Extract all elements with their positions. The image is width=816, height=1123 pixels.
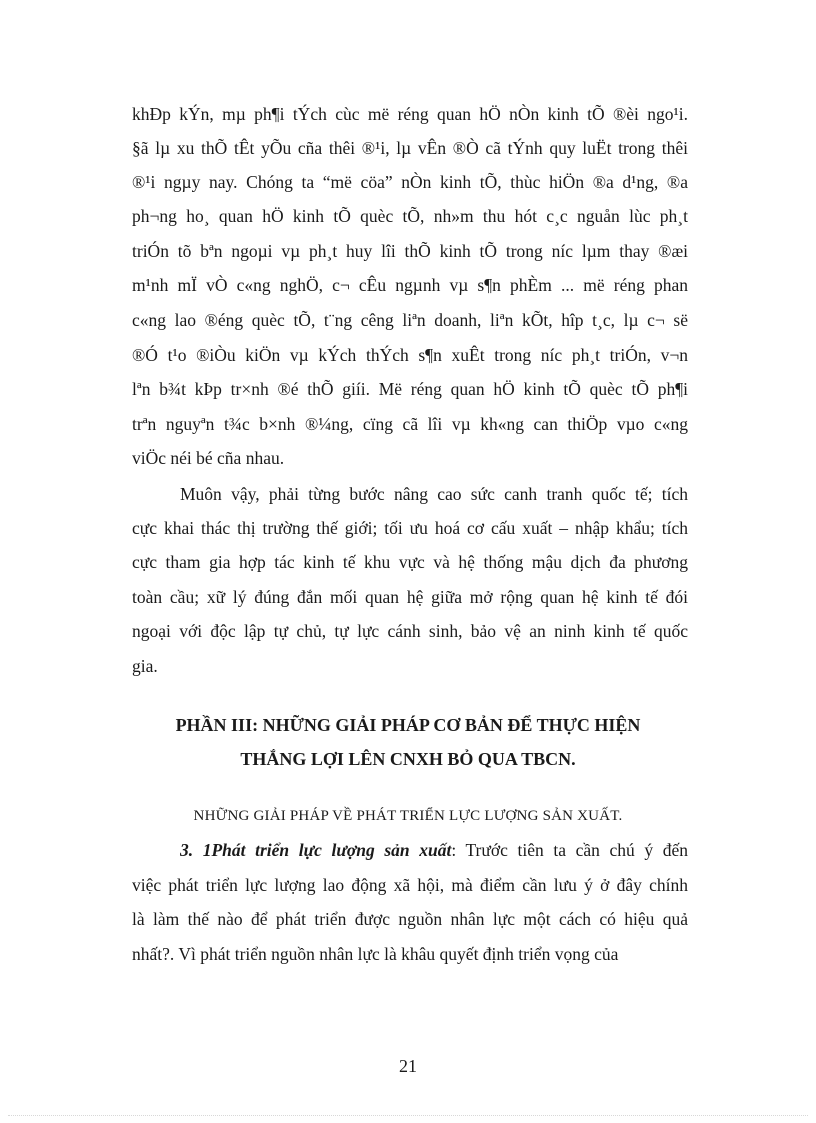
page-number: 21 — [399, 1056, 417, 1076]
paragraph-1-line-8: ®Ó t¹o ®iÒu kiÖn vµ kÝch thÝch s¶n xuÊt trong níc ph¸t triÓn, v¬n — [132, 345, 688, 365]
paragraph-3-line-1 — [180, 838, 688, 862]
paragraph-1-line-10: trªn nguyªn t¾c b×nh ®¼ng, cïng cã lîi vµ kh«ng can thiÖp vµo c«ng — [132, 414, 688, 434]
paragraph-1-line-3: ®¹i ngµy nay. Chóng ta “më cöa” nÒn kinh tÕ, thùc hiÖn ®a d¹ng, ®a — [132, 172, 688, 192]
paragraph-2-line-5: ngoại với độc lập tự chủ, tự lực cánh sinh, bảo vệ an ninh kinh tế quốc — [132, 621, 688, 641]
paragraph-1-line-6: m¹nh mÏ vÒ c«ng nghÖ, c¬ cÊu ngµnh vµ s¶n phÈm ... më réng phan — [132, 275, 688, 295]
paragraph-2-line-6: gia. — [132, 656, 158, 676]
paragraph-1-line-11: viÖc néi bé cña nhau. — [132, 448, 285, 468]
paragraph-3-line-3: là làm thế nào để phát triển được nguồn nhân lực một cách có hiệu quả — [132, 909, 688, 929]
part-heading-line-1: PHẦN III: NHỮNG GIẢI PHÁP CƠ BẢN ĐỂ THỰC HIỆN — [175, 715, 641, 735]
paragraph-1-line-9: lªn b¾t kÞp tr×nh ®é thÕ giíi. Më réng quan hÖ kinh tÕ quèc tÕ ph¶i — [132, 379, 688, 399]
subsection-lead-text: : Trước tiên ta cần chú ý đến — [451, 840, 688, 860]
paragraph-1-line-1: khÐp kÝn, mµ ph¶i tÝch cùc më réng quan hÖ nÒn kinh tÕ ®èi ngo¹i. — [132, 104, 688, 124]
paragraph-3-line-2: việc phát triển lực lượng lao động xã hội, mà điểm cần lưu ý ở đây chính — [132, 875, 688, 895]
part-heading-line-2: THẮNG LỢI LÊN CNXH BỎ QUA TBCN. — [240, 749, 576, 769]
subsection-title: 3. 1Phát triển lực lượng sản xuất — [180, 840, 452, 860]
paragraph-2-line-1: Muôn vậy, phải từng bước nâng cao sức canh tranh quốc tế; tích — [180, 484, 688, 504]
paragraph-2-line-2: cực khai thác thị trường thế giới; tối ưu hoá cơ cấu xuất – nhập khẩu; tích — [132, 518, 688, 538]
paragraph-2-line-4: toàn cầu; xữ lý đúng đắn mối quan hệ giữa mở rộng quan hệ kinh tế đói — [132, 587, 688, 607]
paragraph-2-line-3: cực tham gia hợp tác kinh tế khu vực và hệ thống mậu dịch đa phương — [132, 552, 688, 572]
paragraph-1-line-7: c«ng lao ®éng quèc tÕ, t¨ng cêng liªn doanh, liªn kÕt, hîp t¸c, lµ c¬ së — [132, 310, 688, 330]
paragraph-1-line-4: ph¬ng ho¸ quan hÖ kinh tÕ quèc tÕ, nh»m thu hót c¸c nguån lùc ph¸t — [132, 206, 688, 226]
paragraph-3-line-4: nhất?. Vì phát triển nguồn nhân lực là khâu quyết định triển vọng của — [132, 944, 619, 964]
paragraph-1-line-2: §ã lµ xu thÕ tÊt yÕu cña thêi ®¹i, lµ vÊn ®Ò cã tÝnh quy luËt trong thêi — [132, 138, 688, 158]
paragraph-1-line-5: triÓn tõ bªn ngoµi vµ ph¸t huy lîi thÕ kinh tÕ trong níc lµm thay ®æi — [132, 241, 688, 261]
page-bottom-divider — [8, 1115, 808, 1116]
section-heading: NHỮNG GIẢI PHÁP VỀ PHÁT TRIỂN LỰC LƯỢNG SẢN XUẤT. — [193, 808, 623, 824]
